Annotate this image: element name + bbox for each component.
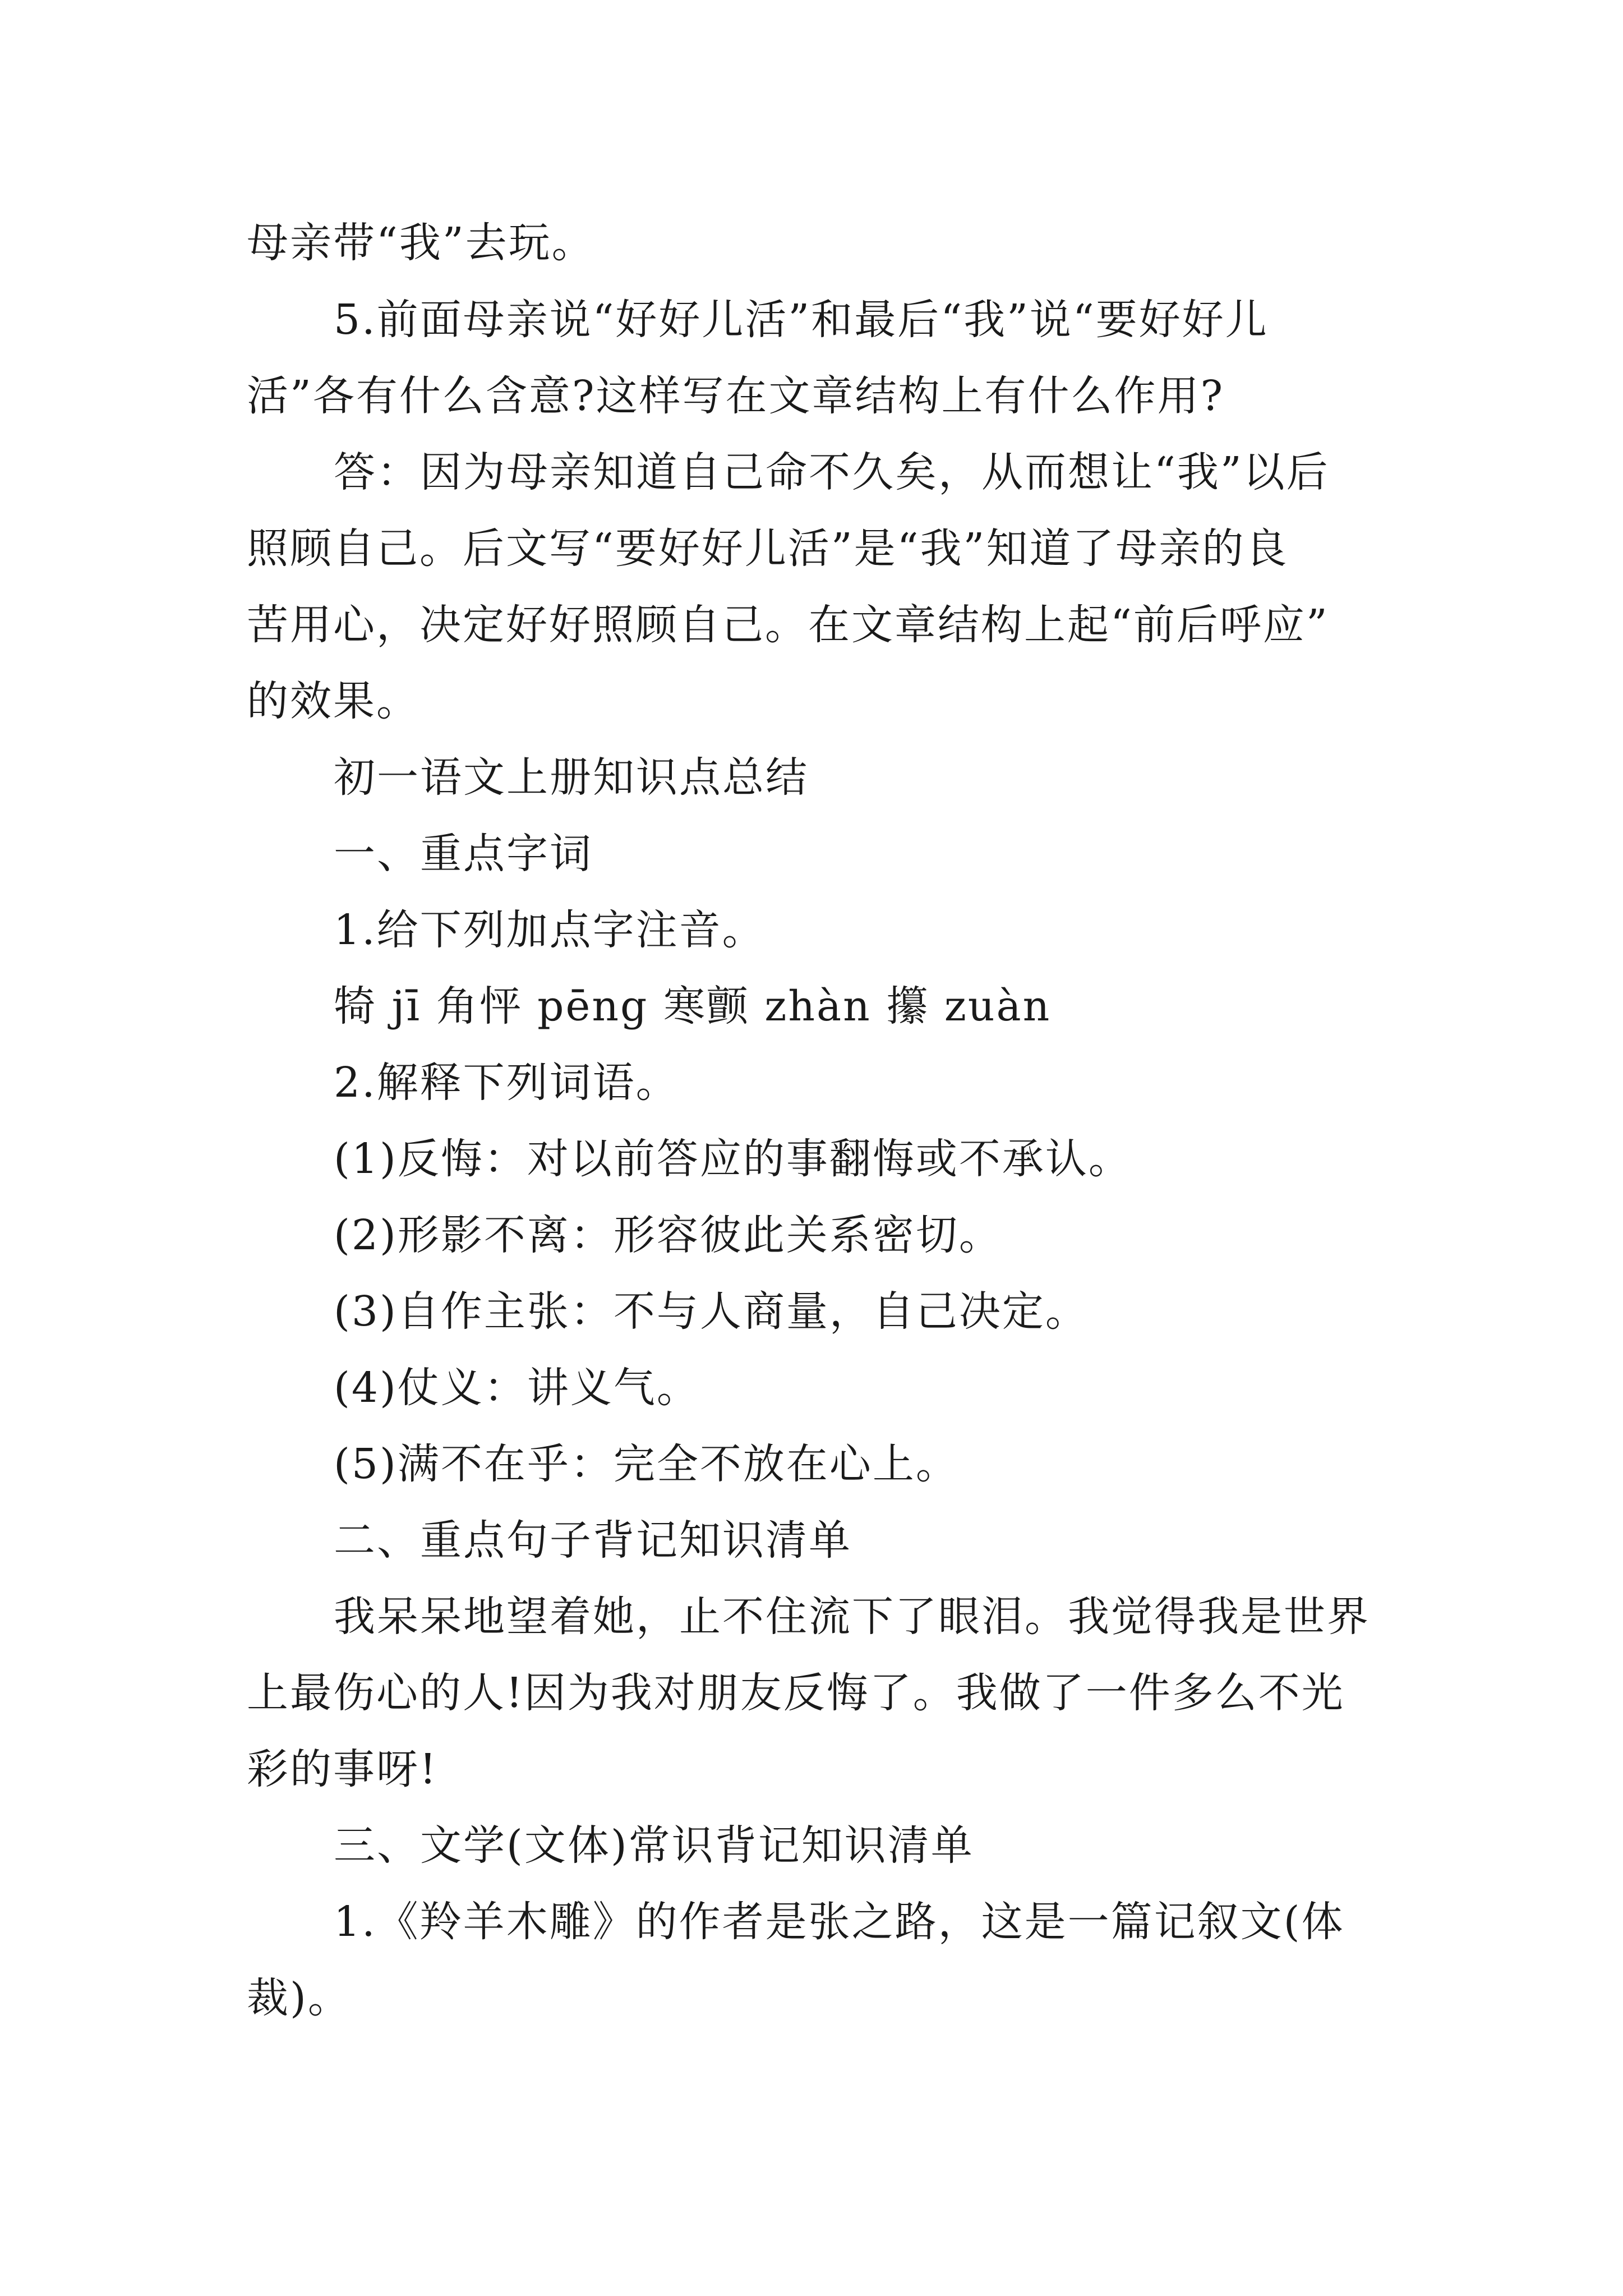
answer-line-3: 苦用心，决定好好照顾自己。在文章结构上起“前后呼应”	[247, 601, 1329, 649]
section-title: 初一语文上册知识点总结	[334, 753, 809, 802]
definition-4: (4)仗义：讲义气。	[334, 1364, 700, 1412]
heading-literature: 三、文学(文体)常识背记知识清单	[334, 1821, 974, 1870]
literature-line-2: 裁)。	[247, 1974, 351, 2022]
definition-3: (3)自作主张：不与人商量，自己决定。	[334, 1287, 1089, 1336]
question-5-line-2: 活”各有什么含意?这样写在文章结构上有什么作用?	[247, 372, 1225, 420]
definition-1: (1)反悔：对以前答应的事翻悔或不承认。	[334, 1135, 1132, 1183]
heading-key-sentences: 二、重点句子背记知识清单	[334, 1516, 852, 1565]
definition-2: (2)形影不离：形容彼此关系密切。	[334, 1211, 1002, 1259]
item-pinyin-task: 1.给下列加点字注音。	[334, 906, 766, 954]
definition-5: (5)满不在乎：完全不放在心上。	[334, 1440, 959, 1488]
item-explain-task: 2.解释下列词语。	[334, 1059, 679, 1107]
answer-line-4: 的效果。	[247, 677, 419, 725]
sentence-line-2: 上最伤心的人!因为我对朋友反悔了。我做了一件多么不光	[247, 1669, 1345, 1717]
answer-line-1: 答：因为母亲知道自己命不久矣，从而想让“我”以后	[334, 448, 1330, 496]
sentence-line-3: 彩的事呀!	[247, 1745, 438, 1793]
heading-key-words: 一、重点字词	[334, 830, 593, 878]
question-5-line-1: 5.前面母亲说“好好儿活”和最后“我”说“要好好儿	[334, 296, 1269, 344]
answer-line-2: 照顾自己。后文写“要好好儿活”是“我”知道了母亲的良	[247, 524, 1289, 573]
pinyin-line: 犄 jī 角怦 pēng 寒颤 zhàn 攥 zuàn	[334, 982, 1052, 1030]
text-line: 母亲带“我”去玩。	[247, 219, 595, 267]
sentence-line-1: 我呆呆地望着她，止不住流下了眼泪。我觉得我是世界	[334, 1593, 1370, 1641]
literature-line-1: 1.《羚羊木雕》的作者是张之路，这是一篇记叙文(体	[334, 1898, 1345, 1946]
